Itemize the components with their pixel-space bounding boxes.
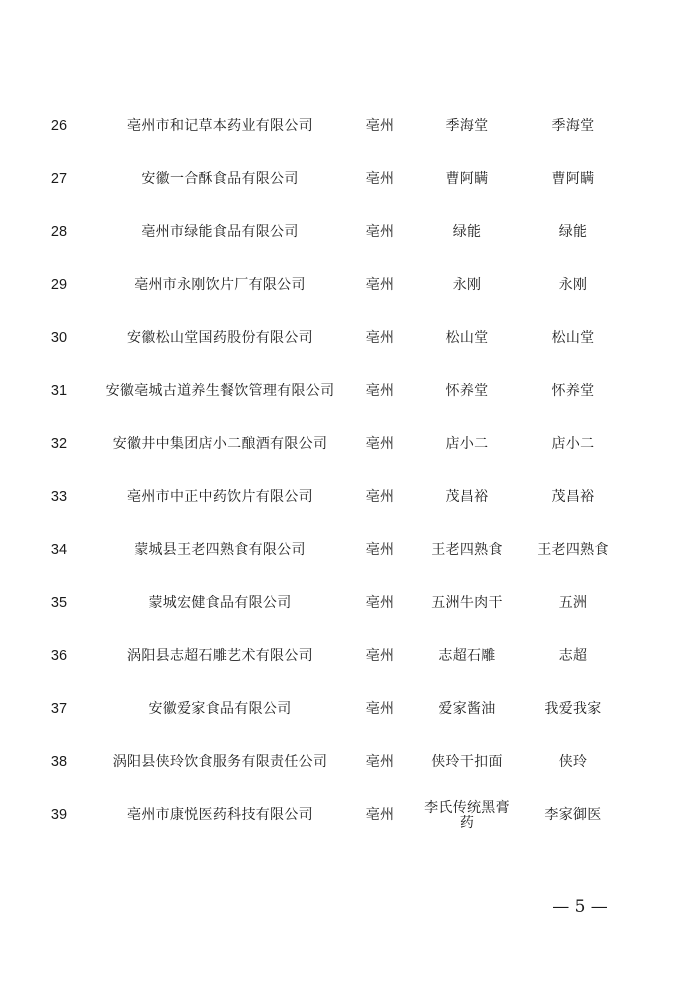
- table-row: [0, 471, 700, 524]
- trademark: 茂昌裕: [551, 489, 595, 505]
- company-name: 亳州市和记草本药业有限公司: [127, 118, 313, 134]
- city: 亳州: [365, 383, 395, 399]
- company-name: 亳州市中正中药饮片有限公司: [127, 489, 313, 505]
- row-number: 34: [50, 542, 68, 558]
- row-number: 27: [50, 171, 68, 187]
- table-row: [0, 100, 700, 153]
- company-name: 安徽井中集团店小二酿酒有限公司: [112, 436, 328, 452]
- table-row: [0, 206, 700, 259]
- row-number: 37: [50, 701, 68, 717]
- table-row: [0, 630, 700, 683]
- brand-name: 怀养堂: [445, 383, 489, 399]
- company-name: 安徽爱家食品有限公司: [148, 701, 292, 717]
- city: 亳州: [365, 595, 395, 611]
- city: 亳州: [365, 489, 395, 505]
- brand-name: 永刚: [452, 277, 482, 293]
- city: 亳州: [365, 118, 395, 134]
- trademark: 曹阿瞒: [551, 171, 595, 187]
- table-row: [0, 418, 700, 471]
- city: 亳州: [365, 807, 395, 823]
- table-row: [0, 683, 700, 736]
- brand-name: 曹阿瞒: [445, 171, 489, 187]
- row-number: 35: [50, 595, 68, 611]
- city: 亳州: [365, 277, 395, 293]
- row-number: 38: [50, 754, 68, 770]
- company-name: 安徽亳城古道养生餐饮管理有限公司: [105, 383, 335, 399]
- trademark: 松山堂: [551, 330, 595, 346]
- trademark: 季海堂: [551, 118, 595, 134]
- brand-name: 绿能: [452, 224, 482, 240]
- table-row: [0, 259, 700, 312]
- row-number: 36: [50, 648, 68, 664]
- row-number: 32: [50, 436, 68, 452]
- company-name: 安徽松山堂国药股份有限公司: [127, 330, 313, 346]
- company-name: 亳州市绿能食品有限公司: [141, 224, 299, 240]
- trademark: 店小二: [551, 436, 595, 452]
- brand-name: 松山堂: [445, 330, 489, 346]
- trademark: 我爱我家: [544, 701, 602, 717]
- row-number: 28: [50, 224, 68, 240]
- trademark: 怀养堂: [551, 383, 595, 399]
- row-number: 31: [50, 383, 68, 399]
- brand-name: 店小二: [445, 436, 489, 452]
- company-name: 蒙城宏健食品有限公司: [148, 595, 292, 611]
- brand-name: 爱家酱油: [438, 701, 496, 717]
- city: 亳州: [365, 224, 395, 240]
- brand-name: 季海堂: [445, 118, 489, 134]
- row-number: 39: [50, 807, 68, 823]
- company-name: 亳州市康悦医药科技有限公司: [127, 807, 313, 823]
- company-name: 涡阳县侠玲饮食服务有限责任公司: [112, 754, 328, 770]
- city: 亳州: [365, 171, 395, 187]
- trademark: 志超: [558, 648, 588, 664]
- trademark: 五洲: [558, 595, 588, 611]
- company-name: 安徽一合酥食品有限公司: [141, 171, 299, 187]
- brand-list-table: [0, 100, 700, 842]
- brand-name: 侠玲干扣面: [431, 754, 503, 770]
- city: 亳州: [365, 701, 395, 717]
- company-name: 蒙城县王老四熟食有限公司: [134, 542, 306, 558]
- row-number: 29: [50, 277, 68, 293]
- city: 亳州: [365, 754, 395, 770]
- company-name: 亳州市永刚饮片厂有限公司: [134, 277, 306, 293]
- city: 亳州: [365, 436, 395, 452]
- trademark: 李家御医: [544, 807, 602, 823]
- trademark: 王老四熟食: [537, 542, 609, 558]
- page-number: — 5 —: [552, 897, 608, 917]
- city: 亳州: [365, 542, 395, 558]
- row-number: 33: [50, 489, 68, 505]
- city: 亳州: [365, 648, 395, 664]
- table-row: [0, 577, 700, 630]
- brand-name: 王老四熟食: [431, 542, 503, 558]
- table-row: [0, 524, 700, 577]
- brand-name: 五洲牛肉干: [431, 595, 503, 611]
- table-row: [0, 312, 700, 365]
- table-row: [0, 153, 700, 206]
- trademark: 绿能: [558, 224, 588, 240]
- brand-name: 茂昌裕: [445, 489, 489, 505]
- row-number: 30: [50, 330, 68, 346]
- city: 亳州: [365, 330, 395, 346]
- table-row: [0, 365, 700, 418]
- brand-name: 李氏传统黑膏药: [424, 799, 510, 831]
- brand-name: 志超石雕: [438, 648, 496, 664]
- table-row: [0, 736, 700, 789]
- trademark: 永刚: [558, 277, 588, 293]
- trademark: 侠玲: [558, 754, 588, 770]
- table-row: [0, 789, 700, 842]
- row-number: 26: [50, 118, 68, 134]
- company-name: 涡阳县志超石雕艺术有限公司: [127, 648, 313, 664]
